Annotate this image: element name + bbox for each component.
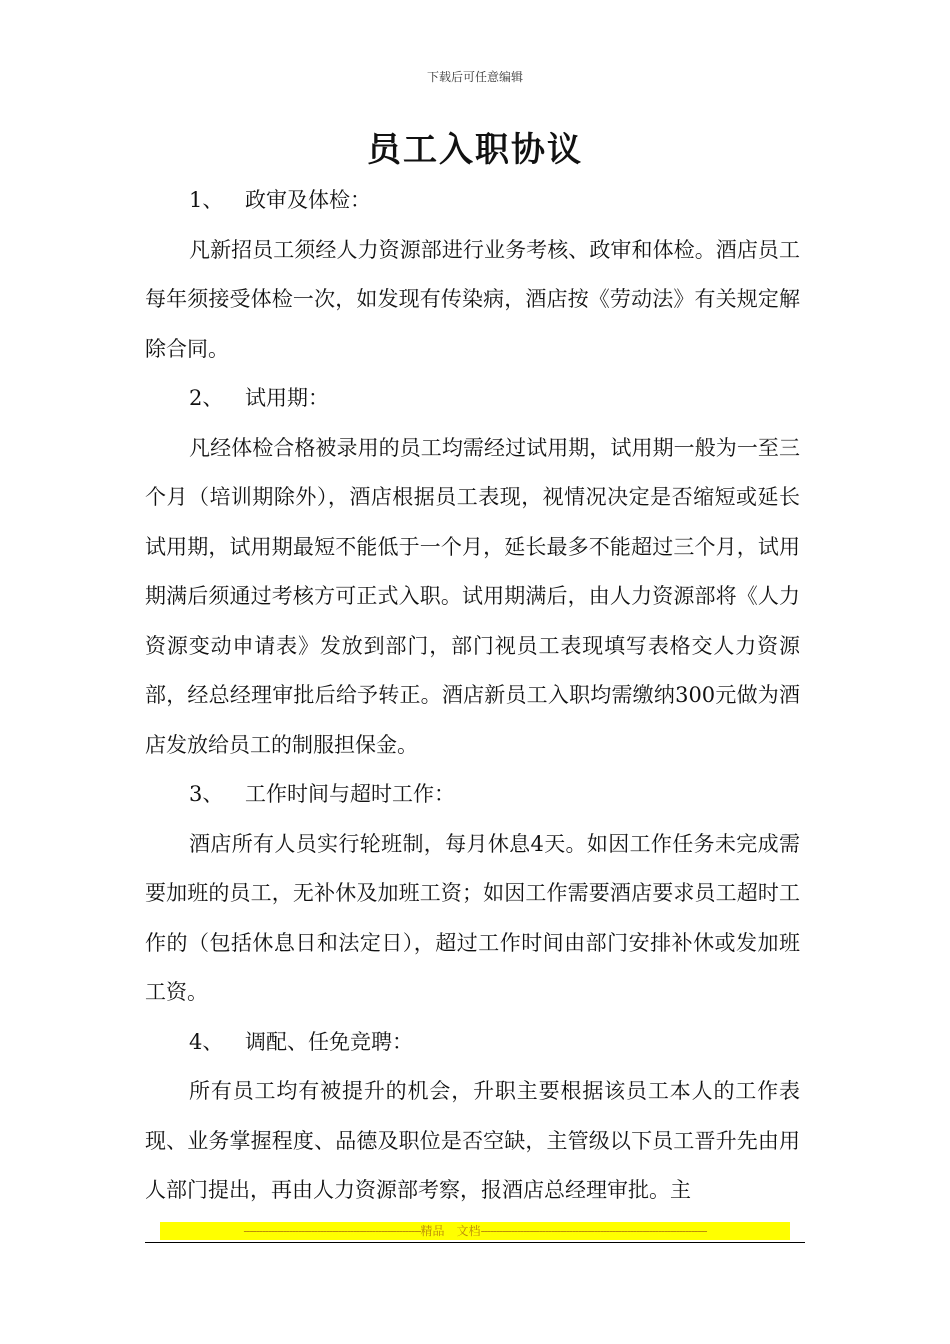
- section-heading-text: 工作时间与超时工作：: [245, 782, 455, 806]
- document-title: 员工入职协议: [367, 130, 583, 170]
- footer-banner: [160, 1222, 790, 1240]
- footer-dashes-left: ----------------------------------------------------------: [243, 1224, 421, 1238]
- section-heading: [145, 176, 800, 226]
- section-heading: [145, 374, 800, 424]
- section-heading-text: 试用期：: [245, 386, 329, 410]
- section-heading: [145, 770, 800, 820]
- header-note: 下载后可任意编辑: [426, 70, 523, 84]
- document-body: [145, 176, 800, 1216]
- footer-label: 精品 文档: [420, 1224, 481, 1238]
- section-number: 2、: [189, 386, 224, 410]
- section-paragraph: 凡经体检合格被录用的员工均需经过试用期，试用期一般为一至三个月（培训期除外），酒店根据员工表现，视情况决定是否缩短或延长试用期，试用期最短不能低于一个月，延长最多不能超过三个月，试用期满后须通过考核方可正式入职。试用期满后，由人力资源部将《人力资源变动申请表》发放到部门，部门视员工表现填写表格交人力资源部，经总经理审批后给予转正。酒店新员工入职均需缴纳300元做为酒店发放给员工的制服担保金。: [145, 435, 800, 757]
- section-paragraph: 酒店所有人员实行轮班制，每月休息4天。如因工作任务未完成需要加班的员工，无补休及加班工资；如因工作需要酒店要求员工超时工作的（包括休息日和法定日），超过工作时间由部门安排补休或发加班工资。: [145, 831, 800, 1004]
- section-paragraph: 所有员工均有被提升的机会，升职主要根据该员工本人的工作表现、业务掌握程度、品德及职位是否空缺，主管级以下员工晋升先由用人部门提出，再由人力资源部考察，报酒店总经理审批。主: [145, 1079, 800, 1202]
- section-3: [145, 770, 800, 1018]
- section-4: [145, 1018, 800, 1216]
- footer-dashes-right: --------------------------------------------------------------------------: [480, 1224, 707, 1238]
- section-heading: [145, 1018, 800, 1068]
- section-number: 1、: [189, 188, 224, 212]
- section-paragraph: 凡新招员工须经人力资源部进行业务考核、政审和体检。酒店员工每年须接受体检一次，如发现有传染病，酒店按《劳动法》有关规定解除合同。: [145, 237, 800, 361]
- section-heading-text: 政审及体检：: [245, 188, 371, 212]
- section-heading-text: 调配、任免竞聘：: [245, 1029, 413, 1054]
- section-number: 4、: [189, 1029, 224, 1054]
- footer-rule: [145, 1242, 805, 1243]
- section-number: 3、: [189, 782, 224, 806]
- section-1: [145, 176, 800, 374]
- section-2: [145, 374, 800, 770]
